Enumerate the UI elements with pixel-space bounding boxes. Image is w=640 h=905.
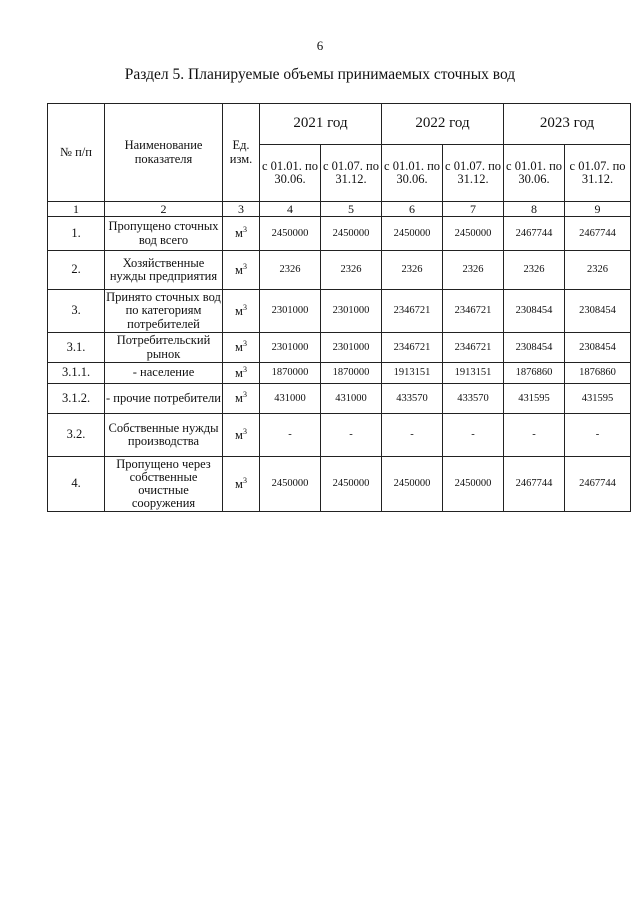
unit-base: м [235, 226, 243, 241]
row-name: Собственные нужды производства [105, 414, 223, 457]
unit-base: м [235, 263, 243, 278]
row-name: Пропущено через собственные очистные сооружения [105, 457, 223, 512]
header-period: с 01.07. по 31.12. [565, 145, 631, 202]
row-index: 3.1.1. [48, 363, 105, 384]
page-number: 6 [316, 38, 324, 53]
column-number: 4 [260, 202, 321, 217]
table-row [48, 217, 631, 251]
unit-power: 3 [242, 339, 247, 349]
row-value: 2326 [382, 251, 443, 290]
row-name: - прочие потребители [105, 384, 223, 414]
row-index: 3.1. [48, 333, 105, 363]
row-value: 1870000 [260, 363, 321, 384]
header-index: № п/п [48, 104, 105, 202]
row-value: 2301000 [260, 333, 321, 363]
row-value: 431595 [565, 384, 631, 414]
column-number: 8 [504, 202, 565, 217]
column-number: 3 [223, 202, 260, 217]
row-value: 2450000 [443, 457, 504, 512]
row-value: 2467744 [504, 457, 565, 512]
row-value: 2308454 [565, 333, 631, 363]
row-value: 2308454 [504, 290, 565, 333]
row-value: 1870000 [321, 363, 382, 384]
unit-base: м [235, 477, 243, 492]
row-name: Потребительский рынок [105, 333, 223, 363]
unit-power: 3 [242, 261, 247, 271]
row-value: 2301000 [260, 290, 321, 333]
row-value: 1876860 [504, 363, 565, 384]
row-value: - [321, 414, 382, 457]
header-year: 2022 год [382, 104, 504, 145]
row-value: 2450000 [321, 457, 382, 512]
header-period: с 01.07. по 31.12. [443, 145, 504, 202]
header-name: Наименование показателя [105, 104, 223, 202]
column-number-row [48, 202, 631, 217]
row-index: 3.1.2. [48, 384, 105, 414]
row-value: 2326 [565, 251, 631, 290]
row-value: 2326 [504, 251, 565, 290]
row-value: 2450000 [382, 217, 443, 251]
column-number: 1 [48, 202, 105, 217]
row-value: 2450000 [443, 217, 504, 251]
row-unit [223, 217, 260, 251]
row-value: 2450000 [382, 457, 443, 512]
row-value: 2346721 [443, 290, 504, 333]
row-unit [223, 414, 260, 457]
row-value: 2346721 [382, 333, 443, 363]
row-name: Хозяйственные нужды предприятия [105, 251, 223, 290]
table-row [48, 414, 631, 457]
row-value: 2326 [443, 251, 504, 290]
row-value: - [565, 414, 631, 457]
unit-power: 3 [242, 364, 247, 374]
row-value: 2467744 [565, 217, 631, 251]
row-value: 431000 [260, 384, 321, 414]
header-period: с 01.01. по 30.06. [260, 145, 321, 202]
table-body [48, 217, 631, 512]
column-number: 6 [382, 202, 443, 217]
row-value: 2326 [260, 251, 321, 290]
unit-base: м [235, 366, 243, 381]
row-index: 3.2. [48, 414, 105, 457]
row-value: 2450000 [260, 457, 321, 512]
unit-power: 3 [242, 390, 247, 400]
unit-power: 3 [242, 302, 247, 312]
section-title: Раздел 5. Планируемые объемы принимаемых сточных вод [124, 66, 516, 83]
row-value: - [382, 414, 443, 457]
column-number: 2 [105, 202, 223, 217]
unit-power: 3 [242, 225, 247, 235]
row-unit [223, 333, 260, 363]
row-value: 2450000 [321, 217, 382, 251]
unit-power: 3 [242, 475, 247, 485]
row-value: - [504, 414, 565, 457]
row-unit [223, 251, 260, 290]
row-unit [223, 457, 260, 512]
row-unit [223, 363, 260, 384]
planned-volumes-table [47, 103, 631, 512]
row-name: Принято сточных вод по категориям потребителей [106, 290, 221, 331]
unit-base: м [235, 428, 243, 443]
row-unit [223, 290, 260, 333]
table-row [48, 251, 631, 290]
unit-base: м [235, 340, 243, 355]
header-period: с 01.01. по 30.06. [504, 145, 565, 202]
table-row [48, 333, 631, 363]
row-value: 431595 [504, 384, 565, 414]
row-index: 4. [48, 457, 105, 512]
row-value: 2346721 [443, 333, 504, 363]
row-value: 1913151 [443, 363, 504, 384]
row-index: 2. [48, 251, 105, 290]
row-value: 1876860 [565, 363, 631, 384]
row-unit [223, 384, 260, 414]
table-row [48, 457, 631, 512]
column-number: 7 [443, 202, 504, 217]
column-number: 5 [321, 202, 382, 217]
row-value: 2326 [321, 251, 382, 290]
header-unit: Ед. изм. [223, 104, 260, 202]
row-index: 1. [48, 217, 105, 251]
unit-power: 3 [242, 426, 247, 436]
row-name: Пропущено сточных вод всего [105, 217, 223, 251]
row-value: - [260, 414, 321, 457]
table-row [48, 384, 631, 414]
header-period: с 01.07. по 31.12. [321, 145, 382, 202]
row-value: 2346721 [382, 290, 443, 333]
header-year: 2021 год [260, 104, 382, 145]
row-value: 2308454 [565, 290, 631, 333]
header-year: 2023 год [504, 104, 631, 145]
row-value: 433570 [443, 384, 504, 414]
row-value: 2450000 [260, 217, 321, 251]
row-index: 3. [48, 290, 105, 333]
row-value: 433570 [382, 384, 443, 414]
row-value: 2467744 [504, 217, 565, 251]
table-row [48, 363, 631, 384]
row-value: 2301000 [321, 290, 382, 333]
unit-base: м [235, 391, 243, 406]
row-value: 431000 [321, 384, 382, 414]
row-value: 2308454 [504, 333, 565, 363]
column-number: 9 [565, 202, 631, 217]
row-value: 2301000 [321, 333, 382, 363]
row-value: 1913151 [382, 363, 443, 384]
header-period: с 01.01. по 30.06. [382, 145, 443, 202]
row-name: - население [105, 363, 223, 384]
row-value: 2467744 [565, 457, 631, 512]
row-value: - [443, 414, 504, 457]
table-row [48, 290, 631, 333]
unit-base: м [235, 304, 243, 319]
